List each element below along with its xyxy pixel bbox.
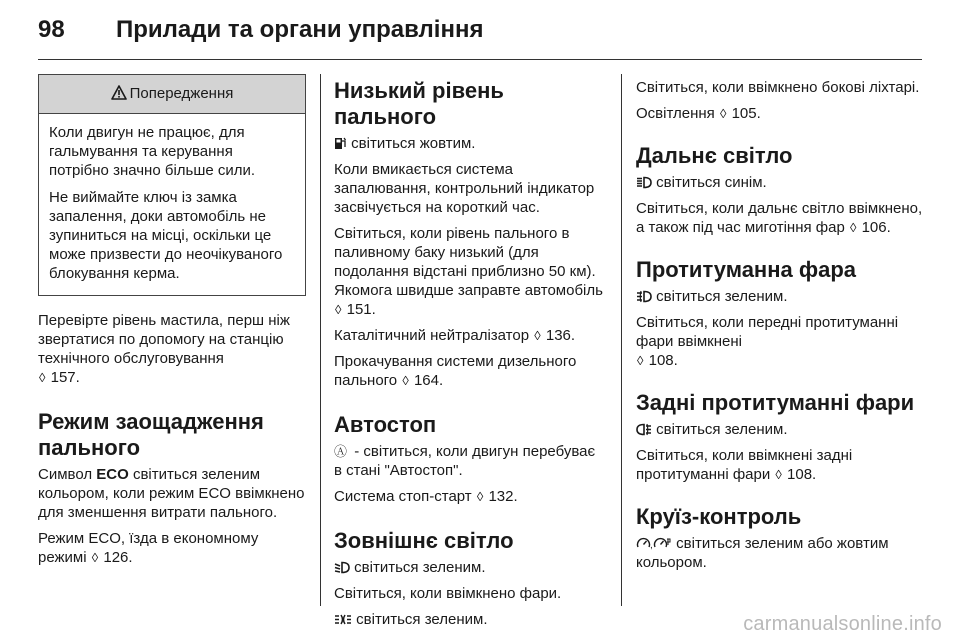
fog-light-text: Світиться, коли передні протитуманні фари ввімкнені (636, 314, 899, 350)
column-divider-1 (320, 74, 321, 606)
high-beam-paragraph-2 (636, 199, 926, 237)
page-header (38, 16, 922, 56)
page-ref-icon: ◊ (402, 373, 409, 388)
low-fuel-paragraph-3 (334, 224, 606, 319)
side-lights-lit: світиться зеленим. (356, 611, 488, 628)
page-ref-icon: ◊ (39, 370, 46, 385)
rear-fog-icon (636, 423, 652, 436)
warning-box (38, 74, 306, 296)
high-beam-ref: 106. (861, 219, 891, 236)
high-beam-heading: Дальнє світло (636, 143, 793, 168)
cruise-control-paragraph (636, 534, 926, 572)
cruise-control-lit: світиться зеленим або жовтим кольором. (636, 535, 889, 571)
warning-paragraph-2: Не виймайте ключ із замка запалення, доки автомобіль не зупиниться на місці, оскільки це може призвести до неочікуваного блокування керма. (49, 189, 283, 282)
warning-triangle-icon (111, 85, 127, 100)
low-fuel-lit-paragraph (334, 134, 606, 153)
cruise-control-icon (636, 537, 672, 550)
cruise-control-heading: Круїз-контроль (636, 504, 802, 529)
eco-paragraph-2 (38, 529, 306, 567)
exterior-paragraph-2: Світиться, коли ввімкнено фари. (334, 585, 562, 602)
column-1 (38, 80, 306, 574)
fog-light-lit-paragraph (636, 287, 926, 306)
page-ref-icon: ◊ (637, 353, 644, 368)
column-divider-2 (621, 74, 622, 606)
eco-mode-ref: 126. (103, 549, 133, 566)
fog-light-paragraph-2 (636, 313, 926, 370)
warning-paragraph-1: Коли двигун не працює, для гальмування та керування потрібно значно більше сили. (49, 124, 256, 179)
diesel-bleed-text: Прокачування системи дизельного пального (334, 353, 577, 389)
warning-header (39, 75, 305, 114)
low-fuel-ref: 151. (346, 301, 376, 318)
page-ref-icon: ◊ (849, 220, 857, 235)
stop-start-ref: 132. (488, 488, 518, 505)
fog-light-ref: 108. (648, 352, 678, 369)
fog-light-lit: світиться зеленим. (656, 288, 788, 305)
oil-check-text: Перевірте рівень мастила, перш ніж звертатися по допомогу на станцію технічного обслуговування (38, 312, 290, 367)
column-2 (334, 78, 606, 636)
low-beam-lit: світиться зеленим. (354, 559, 486, 576)
page-ref-icon: ◊ (91, 550, 99, 565)
autostop-icon: Ⓐ (334, 444, 348, 459)
fuel-pump-icon (334, 136, 347, 150)
low-fuel-heading: Низький рівень пального (334, 78, 504, 129)
fog-light-heading: Протитуманна фара (636, 257, 857, 282)
watermark: carmanualsonline.info (743, 613, 942, 635)
stop-start-text: Система стоп-старт (334, 488, 472, 505)
side-lights-icon (334, 613, 352, 626)
page-number: 98 (38, 16, 65, 43)
oil-check-paragraph (38, 311, 306, 387)
eco-symbol: ECO (96, 466, 129, 483)
autostop-paragraph-1 (334, 442, 606, 480)
eco-prefix: Символ (38, 466, 93, 483)
header-rule (38, 59, 922, 60)
rear-fog-lit: світиться зеленим. (656, 421, 788, 438)
page-ref-icon: ◊ (534, 328, 541, 343)
warning-title: Попередження (129, 85, 234, 102)
low-beam-icon (334, 561, 350, 574)
autostop-text: - світиться, коли двигун перебуває в стані "Автостоп". (334, 443, 596, 479)
lighting-ref-paragraph (636, 104, 926, 123)
catalytic-ref: 136. (545, 327, 576, 344)
page-ref-icon: ◊ (775, 467, 782, 482)
eco-paragraph-1 (38, 465, 306, 522)
warning-body (39, 114, 305, 295)
eco-text: світиться зеленим кольором, коли режим ECO ввімкнено для зменшення витрати пального. (38, 466, 305, 521)
autostop-heading: Автостоп (334, 412, 437, 437)
side-lights-description: Світиться, коли ввімкнено бокові ліхтарі. (636, 79, 920, 96)
low-beam-paragraph (334, 558, 606, 577)
page-ref-icon: ◊ (476, 489, 484, 504)
front-fog-icon (636, 290, 652, 303)
rear-fog-ref: 108. (787, 466, 817, 483)
eco-mode-text: Режим ECO, їзда в економному режимі (38, 530, 259, 566)
side-lights-paragraph (334, 610, 606, 629)
high-beam-lit: світиться синім. (656, 174, 767, 191)
eco-heading: Режим заощадження пального (38, 409, 264, 460)
catalytic-text: Каталітичний нейтралізатор (334, 327, 530, 344)
high-beam-text: Світиться, коли дальнє світло ввімкнено, а також під час миготіння фар (636, 200, 923, 236)
lighting-ref: 105. (731, 105, 761, 122)
low-fuel-lit: світиться жовтим. (351, 135, 476, 152)
autostop-paragraph-2 (334, 487, 606, 506)
low-fuel-paragraph-2: Коли вмикається система запалювання, контрольний індикатор засвічується на короткий час. (334, 161, 595, 216)
page-ref-icon: ◊ (719, 106, 727, 121)
rear-fog-heading: Задні протитуманні фари (636, 390, 915, 415)
diesel-bleed-paragraph (334, 352, 606, 390)
exterior-light-heading: Зовнішнє світло (334, 528, 514, 553)
svg-text:,: , (650, 540, 653, 550)
lighting-text: Освітлення (636, 105, 715, 122)
catalytic-paragraph (334, 326, 606, 345)
running-title: Прилади та органи управління (116, 16, 484, 43)
rear-fog-lit-paragraph (636, 420, 926, 439)
high-beam-lit-paragraph (636, 173, 926, 192)
column-3 (636, 78, 926, 579)
low-fuel-text: Світиться, коли рівень пального в паливному баку низький (для подолання відстані приблизно 50 км). Якомога швидше заправте автомобіль (334, 225, 603, 299)
diesel-bleed-ref: 164. (413, 372, 444, 389)
rear-fog-text: Світиться, коли ввімкнені задні протитуманні фари (636, 447, 853, 483)
high-beam-icon (636, 176, 652, 189)
oil-check-ref: 157. (50, 369, 80, 386)
rear-fog-paragraph-2 (636, 446, 926, 484)
page-ref-icon: ◊ (335, 302, 342, 317)
